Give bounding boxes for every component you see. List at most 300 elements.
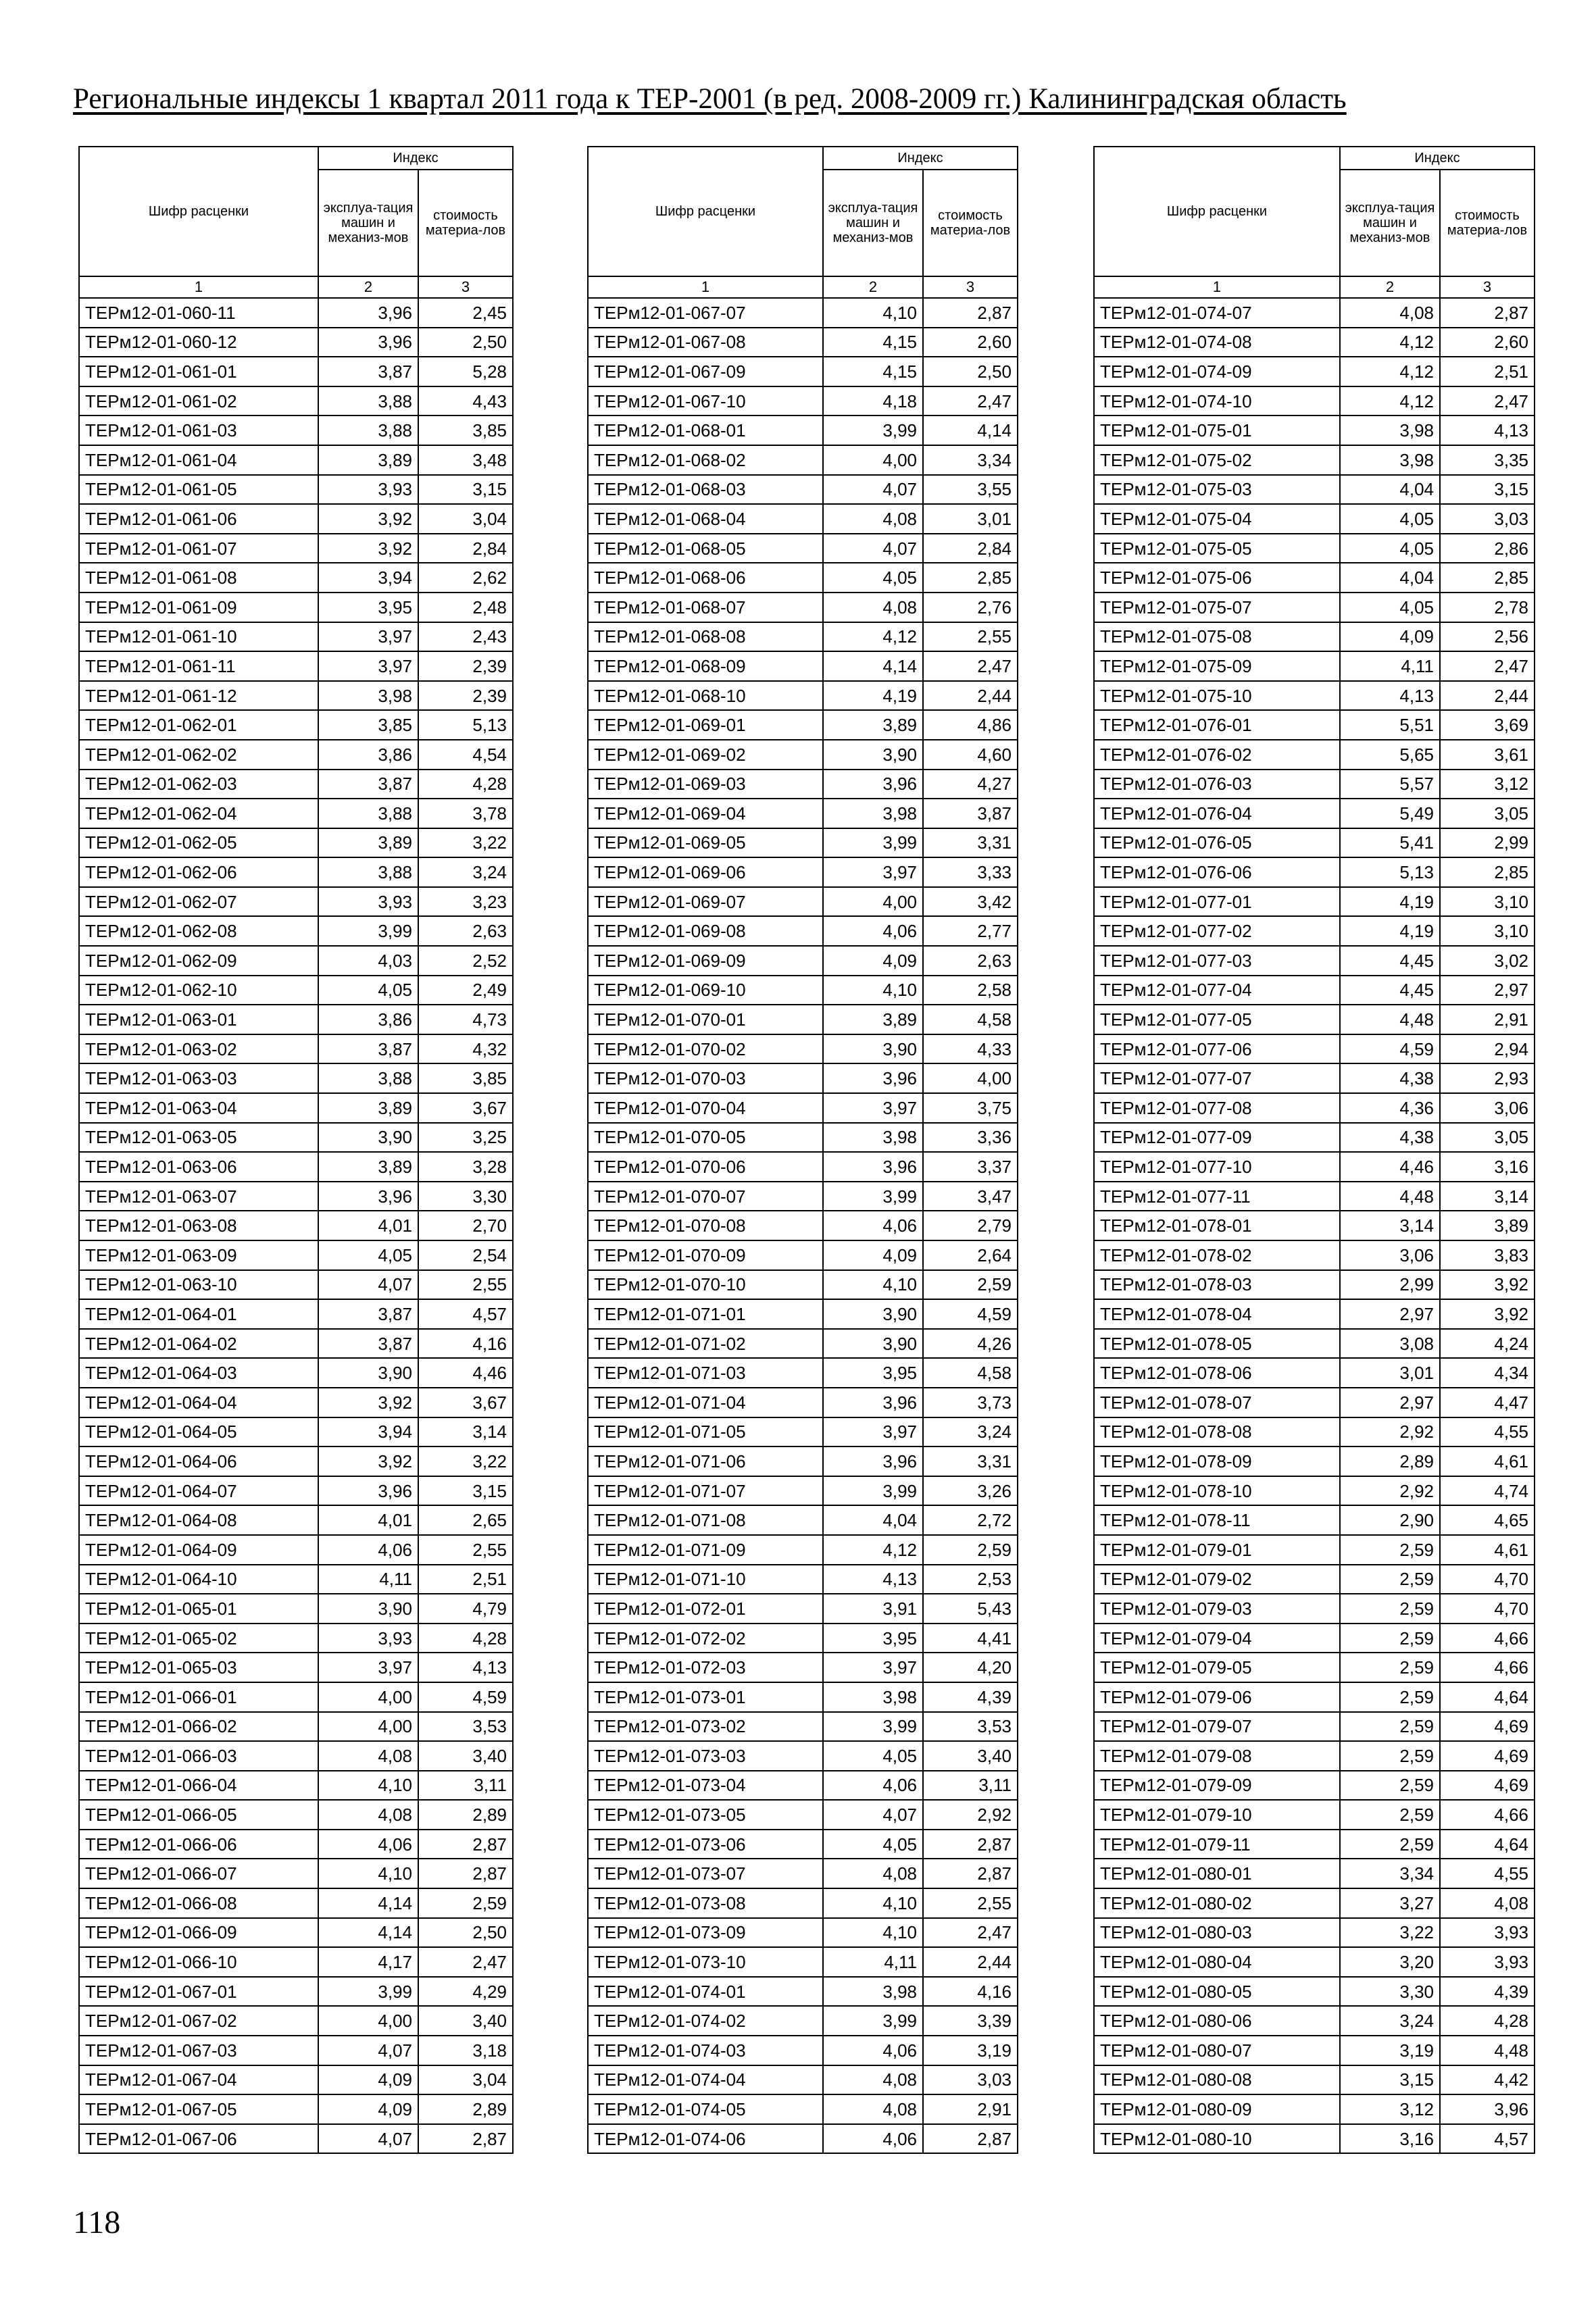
- materials-index-cell: 2,58: [923, 976, 1018, 1005]
- rate-code-cell: ТЕРм12-01-069-04: [588, 799, 823, 828]
- machines-index-cell: 3,97: [823, 1653, 923, 1682]
- table-row: [588, 386, 1018, 416]
- machines-index-cell: 2,59: [1340, 1682, 1440, 1712]
- materials-index-cell: 2,54: [418, 1240, 513, 1270]
- rate-code-cell: ТЕРм12-01-064-01: [79, 1299, 318, 1329]
- rate-code-cell: ТЕРм12-01-068-04: [588, 504, 823, 534]
- table-row: [588, 563, 1018, 593]
- rate-code-cell: ТЕРм12-01-064-07: [79, 1476, 318, 1506]
- machines-index-cell: 3,97: [823, 1093, 923, 1123]
- machines-index-cell: 4,08: [823, 1859, 923, 1888]
- machines-index-cell: 3,88: [318, 1063, 418, 1093]
- table-row: [588, 1034, 1018, 1064]
- machines-index-cell: 3,95: [318, 593, 418, 622]
- materials-index-cell: 4,60: [923, 740, 1018, 770]
- materials-index-cell: 4,57: [1440, 2124, 1535, 2154]
- machines-index-cell: 4,05: [318, 1240, 418, 1270]
- table-row: [79, 1447, 513, 1476]
- header-code: Шифр расценки: [1094, 147, 1340, 276]
- machines-index-cell: 4,08: [823, 2094, 923, 2124]
- materials-index-cell: 3,30: [418, 1182, 513, 1211]
- machines-index-cell: 4,11: [318, 1565, 418, 1594]
- materials-index-cell: 3,40: [418, 2006, 513, 2036]
- materials-index-cell: 2,87: [923, 1859, 1018, 1888]
- rate-code-cell: ТЕРм12-01-080-05: [1094, 1977, 1340, 2007]
- table-row: [588, 2036, 1018, 2065]
- rate-code-cell: ТЕРм12-01-061-09: [79, 593, 318, 622]
- table-row: [79, 1682, 513, 1712]
- table-row: [1094, 1417, 1535, 1447]
- table-row: [79, 1800, 513, 1830]
- table-row: [79, 1653, 513, 1682]
- materials-index-cell: 2,89: [418, 1800, 513, 1830]
- materials-index-cell: 4,16: [418, 1329, 513, 1359]
- table-row: [588, 1624, 1018, 1653]
- machines-index-cell: 4,09: [318, 2065, 418, 2095]
- materials-index-cell: 2,56: [1440, 622, 1535, 652]
- rate-code-cell: ТЕРм12-01-079-04: [1094, 1624, 1340, 1653]
- index-table-2: [587, 146, 1018, 2154]
- rate-code-cell: ТЕРм12-01-079-05: [1094, 1653, 1340, 1682]
- machines-index-cell: 4,01: [318, 1211, 418, 1240]
- table-row: [588, 1947, 1018, 1977]
- machines-index-cell: 2,59: [1340, 1800, 1440, 1830]
- rate-code-cell: ТЕРм12-01-062-08: [79, 916, 318, 946]
- rate-code-cell: ТЕРм12-01-064-02: [79, 1329, 318, 1359]
- table-row: [1094, 1093, 1535, 1123]
- machines-index-cell: 3,91: [823, 1594, 923, 1624]
- rate-code-cell: ТЕРм12-01-063-01: [79, 1005, 318, 1034]
- materials-index-cell: 4,54: [418, 740, 513, 770]
- header-materials: стоимость материа-лов: [418, 170, 513, 276]
- materials-index-cell: 2,45: [418, 298, 513, 328]
- rate-code-cell: ТЕРм12-01-073-02: [588, 1712, 823, 1742]
- table-row: [588, 1063, 1018, 1093]
- table-row: [588, 2065, 1018, 2095]
- table-row: [1094, 563, 1535, 593]
- rate-code-cell: ТЕРм12-01-078-01: [1094, 1211, 1340, 1240]
- machines-index-cell: 5,65: [1340, 740, 1440, 770]
- table-row: [79, 1859, 513, 1888]
- machines-index-cell: 4,06: [318, 1535, 418, 1565]
- table-row: [1094, 328, 1535, 357]
- rate-code-cell: ТЕРм12-01-073-03: [588, 1741, 823, 1771]
- materials-index-cell: 2,51: [418, 1565, 513, 1594]
- materials-index-cell: 4,00: [923, 1063, 1018, 1093]
- materials-index-cell: 3,42: [923, 887, 1018, 917]
- machines-index-cell: 3,98: [823, 1123, 923, 1153]
- rate-code-cell: ТЕРм12-01-069-08: [588, 916, 823, 946]
- machines-index-cell: 4,06: [823, 1771, 923, 1801]
- table-row: [588, 1240, 1018, 1270]
- rate-code-cell: ТЕРм12-01-069-01: [588, 710, 823, 740]
- rate-code-cell: ТЕРм12-01-074-02: [588, 2006, 823, 2036]
- rate-code-cell: ТЕРм12-01-079-10: [1094, 1800, 1340, 1830]
- machines-index-cell: 3,01: [1340, 1358, 1440, 1388]
- machines-index-cell: 2,90: [1340, 1505, 1440, 1535]
- materials-index-cell: 4,70: [1440, 1594, 1535, 1624]
- rate-code-cell: ТЕРм12-01-080-04: [1094, 1947, 1340, 1977]
- table-row: [588, 770, 1018, 799]
- rate-code-cell: ТЕРм12-01-065-01: [79, 1594, 318, 1624]
- machines-index-cell: 4,08: [318, 1800, 418, 1830]
- machines-index-cell: 4,12: [1340, 386, 1440, 416]
- machines-index-cell: 3,27: [1340, 1888, 1440, 1918]
- table-row: [1094, 2094, 1535, 2124]
- table-row: [588, 1005, 1018, 1034]
- rate-code-cell: ТЕРм12-01-067-07: [588, 298, 823, 328]
- column-number: 1: [588, 276, 823, 298]
- machines-index-cell: 4,45: [1340, 976, 1440, 1005]
- table-row: [588, 651, 1018, 681]
- table-row: [1094, 1859, 1535, 1888]
- index-table-1: [78, 146, 514, 2154]
- machines-index-cell: 4,04: [823, 1505, 923, 1535]
- table-row: [588, 1123, 1018, 1153]
- materials-index-cell: 4,66: [1440, 1800, 1535, 1830]
- materials-index-cell: 3,55: [923, 475, 1018, 505]
- materials-index-cell: 2,50: [923, 357, 1018, 386]
- table-row: [79, 593, 513, 622]
- table-row: [79, 1388, 513, 1417]
- rate-code-cell: ТЕРм12-01-073-07: [588, 1859, 823, 1888]
- rate-code-cell: ТЕРм12-01-067-03: [79, 2036, 318, 2065]
- table-row: [1094, 1741, 1535, 1771]
- page-title: Региональные индексы 1 квартал 2011 года к ТЕР-2001 (в ред. 2008-2009 гг.) Калининградская область: [73, 83, 1347, 115]
- materials-index-cell: 2,50: [418, 1918, 513, 1948]
- materials-index-cell: 3,04: [418, 2065, 513, 2095]
- table-row: [79, 1152, 513, 1182]
- rate-code-cell: ТЕРм12-01-077-05: [1094, 1005, 1340, 1034]
- materials-index-cell: 3,73: [923, 1388, 1018, 1417]
- table-row: [79, 1888, 513, 1918]
- machines-index-cell: 3,90: [318, 1358, 418, 1388]
- table-row: [588, 1152, 1018, 1182]
- page-number: 118: [73, 2205, 121, 2240]
- machines-index-cell: 4,12: [1340, 357, 1440, 386]
- machines-index-cell: 4,10: [823, 1918, 923, 1948]
- table-row: [588, 1476, 1018, 1506]
- table-row: [1094, 1299, 1535, 1329]
- table-row: [1094, 1123, 1535, 1153]
- rate-code-cell: ТЕРм12-01-064-10: [79, 1565, 318, 1594]
- materials-index-cell: 2,63: [923, 946, 1018, 976]
- table-row: [1094, 857, 1535, 887]
- materials-index-cell: 3,78: [418, 799, 513, 828]
- materials-index-cell: 4,47: [1440, 1388, 1535, 1417]
- materials-index-cell: 4,32: [418, 1034, 513, 1064]
- materials-index-cell: 3,10: [1440, 887, 1535, 917]
- table-row: [79, 976, 513, 1005]
- rate-code-cell: ТЕРм12-01-075-04: [1094, 504, 1340, 534]
- rate-code-cell: ТЕРм12-01-061-01: [79, 357, 318, 386]
- machines-index-cell: 3,92: [318, 504, 418, 534]
- rate-code-cell: ТЕРм12-01-070-04: [588, 1093, 823, 1123]
- materials-index-cell: 2,87: [923, 1830, 1018, 1859]
- table-row: [1094, 1005, 1535, 1034]
- rate-code-cell: ТЕРм12-01-063-03: [79, 1063, 318, 1093]
- table-row: [79, 1505, 513, 1535]
- rate-code-cell: ТЕРм12-01-070-03: [588, 1063, 823, 1093]
- machines-index-cell: 3,92: [318, 1388, 418, 1417]
- table-row: [588, 1918, 1018, 1948]
- rate-code-cell: ТЕРм12-01-069-02: [588, 740, 823, 770]
- materials-index-cell: 4,20: [923, 1653, 1018, 1682]
- table-row: [588, 2124, 1018, 2154]
- rate-code-cell: ТЕРм12-01-071-04: [588, 1388, 823, 1417]
- rate-code-cell: ТЕРм12-01-079-07: [1094, 1712, 1340, 1742]
- materials-index-cell: 3,37: [923, 1152, 1018, 1182]
- machines-index-cell: 4,10: [318, 1859, 418, 1888]
- rate-code-cell: ТЕРм12-01-068-01: [588, 416, 823, 445]
- materials-index-cell: 4,29: [418, 1977, 513, 2007]
- machines-index-cell: 3,14: [1340, 1211, 1440, 1240]
- rate-code-cell: ТЕРм12-01-066-04: [79, 1771, 318, 1801]
- table-row: [588, 828, 1018, 858]
- table-row: [588, 976, 1018, 1005]
- table-row: [1094, 1918, 1535, 1948]
- materials-index-cell: 4,86: [923, 710, 1018, 740]
- table-row: [1094, 976, 1535, 1005]
- rate-code-cell: ТЕРм12-01-065-02: [79, 1624, 318, 1653]
- materials-index-cell: 4,55: [1440, 1417, 1535, 1447]
- materials-index-cell: 3,40: [923, 1741, 1018, 1771]
- table-row: [79, 1712, 513, 1742]
- rate-code-cell: ТЕРм12-01-075-09: [1094, 651, 1340, 681]
- rate-code-cell: ТЕРм12-01-072-01: [588, 1594, 823, 1624]
- rate-code-cell: ТЕРм12-01-068-07: [588, 593, 823, 622]
- table-row: [79, 710, 513, 740]
- rate-code-cell: ТЕРм12-01-079-06: [1094, 1682, 1340, 1712]
- machines-index-cell: 4,09: [823, 946, 923, 976]
- materials-index-cell: 2,79: [923, 1211, 1018, 1240]
- header-machines: эксплуа-тация машин и механиз-мов: [318, 170, 418, 276]
- rate-code-cell: ТЕРм12-01-078-03: [1094, 1270, 1340, 1300]
- header-machines: эксплуа-тация машин и механиз-мов: [823, 170, 923, 276]
- rate-code-cell: ТЕРм12-01-069-06: [588, 857, 823, 887]
- machines-index-cell: 4,19: [1340, 916, 1440, 946]
- materials-index-cell: 2,97: [1440, 976, 1535, 1005]
- materials-index-cell: 4,74: [1440, 1476, 1535, 1506]
- rate-code-cell: ТЕРм12-01-074-07: [1094, 298, 1340, 328]
- table-row: [79, 1977, 513, 2007]
- machines-index-cell: 3,06: [1340, 1240, 1440, 1270]
- table-row: [1094, 1034, 1535, 1064]
- materials-index-cell: 3,25: [418, 1123, 513, 1153]
- header-code: Шифр расценки: [588, 147, 823, 276]
- table-row: [79, 1417, 513, 1447]
- rate-code-cell: ТЕРм12-01-079-08: [1094, 1741, 1340, 1771]
- materials-index-cell: 3,14: [1440, 1182, 1535, 1211]
- machines-index-cell: 3,96: [823, 1447, 923, 1476]
- machines-index-cell: 3,99: [823, 1712, 923, 1742]
- machines-index-cell: 4,38: [1340, 1123, 1440, 1153]
- rate-code-cell: ТЕРм12-01-076-04: [1094, 799, 1340, 828]
- machines-index-cell: 4,17: [318, 1947, 418, 1977]
- rate-code-cell: ТЕРм12-01-079-03: [1094, 1594, 1340, 1624]
- rate-code-cell: ТЕРм12-01-061-06: [79, 504, 318, 534]
- rate-code-cell: ТЕРм12-01-064-03: [79, 1358, 318, 1388]
- rate-code-cell: ТЕРм12-01-063-10: [79, 1270, 318, 1300]
- table-row: [1094, 828, 1535, 858]
- rate-code-cell: ТЕРм12-01-072-03: [588, 1653, 823, 1682]
- rate-code-cell: ТЕРм12-01-078-06: [1094, 1358, 1340, 1388]
- rate-code-cell: ТЕРм12-01-073-01: [588, 1682, 823, 1712]
- rate-code-cell: ТЕРм12-01-080-07: [1094, 2036, 1340, 2065]
- materials-index-cell: 3,33: [923, 857, 1018, 887]
- machines-index-cell: 2,97: [1340, 1388, 1440, 1417]
- machines-index-cell: 4,04: [1340, 475, 1440, 505]
- rate-code-cell: ТЕРм12-01-066-07: [79, 1859, 318, 1888]
- rate-code-cell: ТЕРм12-01-060-11: [79, 298, 318, 328]
- machines-index-cell: 3,88: [318, 416, 418, 445]
- header-index: Индекс: [1340, 147, 1535, 170]
- materials-index-cell: 2,89: [418, 2094, 513, 2124]
- table-row: [1094, 1712, 1535, 1742]
- materials-index-cell: 2,64: [923, 1240, 1018, 1270]
- rate-code-cell: ТЕРм12-01-070-09: [588, 1240, 823, 1270]
- rate-code-cell: ТЕРм12-01-061-10: [79, 622, 318, 652]
- machines-index-cell: 4,13: [1340, 681, 1440, 711]
- rate-code-cell: ТЕРм12-01-071-08: [588, 1505, 823, 1535]
- materials-index-cell: 4,46: [418, 1358, 513, 1388]
- materials-index-cell: 2,85: [923, 563, 1018, 593]
- materials-index-cell: 4,13: [418, 1653, 513, 1682]
- materials-index-cell: 4,70: [1440, 1565, 1535, 1594]
- table-row: [1094, 504, 1535, 534]
- table-row: [79, 1182, 513, 1211]
- machines-index-cell: 3,89: [823, 1005, 923, 1034]
- rate-code-cell: ТЕРм12-01-062-02: [79, 740, 318, 770]
- rate-code-cell: ТЕРм12-01-063-07: [79, 1182, 318, 1211]
- table-row: [588, 1358, 1018, 1388]
- machines-index-cell: 4,08: [823, 2065, 923, 2095]
- table-row: [79, 916, 513, 946]
- table-row: [588, 416, 1018, 445]
- rate-code-cell: ТЕРм12-01-069-03: [588, 770, 823, 799]
- rate-code-cell: ТЕРм12-01-080-09: [1094, 2094, 1340, 2124]
- machines-index-cell: 3,96: [823, 1388, 923, 1417]
- machines-index-cell: 3,85: [318, 710, 418, 740]
- machines-index-cell: 4,15: [823, 328, 923, 357]
- rate-code-cell: ТЕРм12-01-075-07: [1094, 593, 1340, 622]
- table-row: [1094, 1152, 1535, 1182]
- machines-index-cell: 4,48: [1340, 1182, 1440, 1211]
- machines-index-cell: 5,13: [1340, 857, 1440, 887]
- table-row: [588, 681, 1018, 711]
- materials-index-cell: 4,42: [1440, 2065, 1535, 2095]
- machines-index-cell: 4,15: [823, 357, 923, 386]
- rate-code-cell: ТЕРм12-01-070-02: [588, 1034, 823, 1064]
- table-row: [79, 1211, 513, 1240]
- machines-index-cell: 3,08: [1340, 1329, 1440, 1359]
- machines-index-cell: 4,00: [823, 445, 923, 475]
- materials-index-cell: 3,03: [923, 2065, 1018, 2095]
- materials-index-cell: 4,48: [1440, 2036, 1535, 2065]
- machines-index-cell: 4,05: [823, 1741, 923, 1771]
- machines-index-cell: 3,90: [318, 1594, 418, 1624]
- rate-code-cell: ТЕРм12-01-073-04: [588, 1771, 823, 1801]
- rate-code-cell: ТЕРм12-01-069-09: [588, 946, 823, 976]
- materials-index-cell: 3,22: [418, 828, 513, 858]
- machines-index-cell: 4,12: [823, 1535, 923, 1565]
- materials-index-cell: 3,15: [1440, 475, 1535, 505]
- header-materials: стоимость материа-лов: [1440, 170, 1535, 276]
- table-row: [588, 298, 1018, 328]
- rate-code-cell: ТЕРм12-01-073-10: [588, 1947, 823, 1977]
- table-row: [588, 1859, 1018, 1888]
- table-row: [1094, 1063, 1535, 1093]
- rate-code-cell: ТЕРм12-01-063-08: [79, 1211, 318, 1240]
- machines-index-cell: 3,89: [318, 828, 418, 858]
- materials-index-cell: 3,39: [923, 2006, 1018, 2036]
- materials-index-cell: 5,28: [418, 357, 513, 386]
- machines-index-cell: 3,20: [1340, 1947, 1440, 1977]
- table-row: [588, 328, 1018, 357]
- table-row: [588, 1800, 1018, 1830]
- materials-index-cell: 4,58: [923, 1005, 1018, 1034]
- materials-index-cell: 3,40: [418, 1741, 513, 1771]
- machines-index-cell: 4,08: [823, 504, 923, 534]
- machines-index-cell: 2,59: [1340, 1565, 1440, 1594]
- rate-code-cell: ТЕРм12-01-066-05: [79, 1800, 318, 1830]
- table-row: [588, 1888, 1018, 1918]
- machines-index-cell: 3,90: [823, 1034, 923, 1064]
- table-row: [79, 1329, 513, 1359]
- rate-code-cell: ТЕРм12-01-077-01: [1094, 887, 1340, 917]
- rate-code-cell: ТЕРм12-01-075-05: [1094, 534, 1340, 563]
- materials-index-cell: 3,85: [418, 416, 513, 445]
- machines-index-cell: 4,07: [318, 2036, 418, 2065]
- machines-index-cell: 3,89: [318, 1152, 418, 1182]
- machines-index-cell: 4,07: [823, 534, 923, 563]
- materials-index-cell: 2,85: [1440, 563, 1535, 593]
- table-row: [79, 1270, 513, 1300]
- header-materials: стоимость материа-лов: [923, 170, 1018, 276]
- materials-index-cell: 2,47: [923, 651, 1018, 681]
- materials-index-cell: 4,65: [1440, 1505, 1535, 1535]
- machines-index-cell: 4,08: [823, 593, 923, 622]
- table-row: [79, 2094, 513, 2124]
- rate-code-cell: ТЕРм12-01-070-01: [588, 1005, 823, 1034]
- materials-index-cell: 3,10: [1440, 916, 1535, 946]
- materials-index-cell: 4,16: [923, 1977, 1018, 2007]
- materials-index-cell: 2,55: [923, 622, 1018, 652]
- rate-code-cell: ТЕРм12-01-078-02: [1094, 1240, 1340, 1270]
- machines-index-cell: 3,99: [823, 416, 923, 445]
- table-row: [79, 298, 513, 328]
- materials-index-cell: 3,05: [1440, 1123, 1535, 1153]
- table-row: [1094, 1682, 1535, 1712]
- machines-index-cell: 4,19: [1340, 887, 1440, 917]
- machines-index-cell: 4,09: [318, 2094, 418, 2124]
- table-row: [79, 328, 513, 357]
- table-row: [1094, 1565, 1535, 1594]
- column-number: 2: [823, 276, 923, 298]
- machines-index-cell: 3,89: [823, 710, 923, 740]
- column-number: 1: [79, 276, 318, 298]
- rate-code-cell: ТЕРм12-01-077-10: [1094, 1152, 1340, 1182]
- machines-index-cell: 3,92: [318, 1447, 418, 1476]
- table-row: [1094, 770, 1535, 799]
- materials-index-cell: 3,06: [1440, 1093, 1535, 1123]
- table-row: [79, 651, 513, 681]
- materials-index-cell: 2,47: [923, 1918, 1018, 1948]
- materials-index-cell: 3,05: [1440, 799, 1535, 828]
- materials-index-cell: 2,94: [1440, 1034, 1535, 1064]
- rate-code-cell: ТЕРм12-01-069-05: [588, 828, 823, 858]
- table-row: [588, 534, 1018, 563]
